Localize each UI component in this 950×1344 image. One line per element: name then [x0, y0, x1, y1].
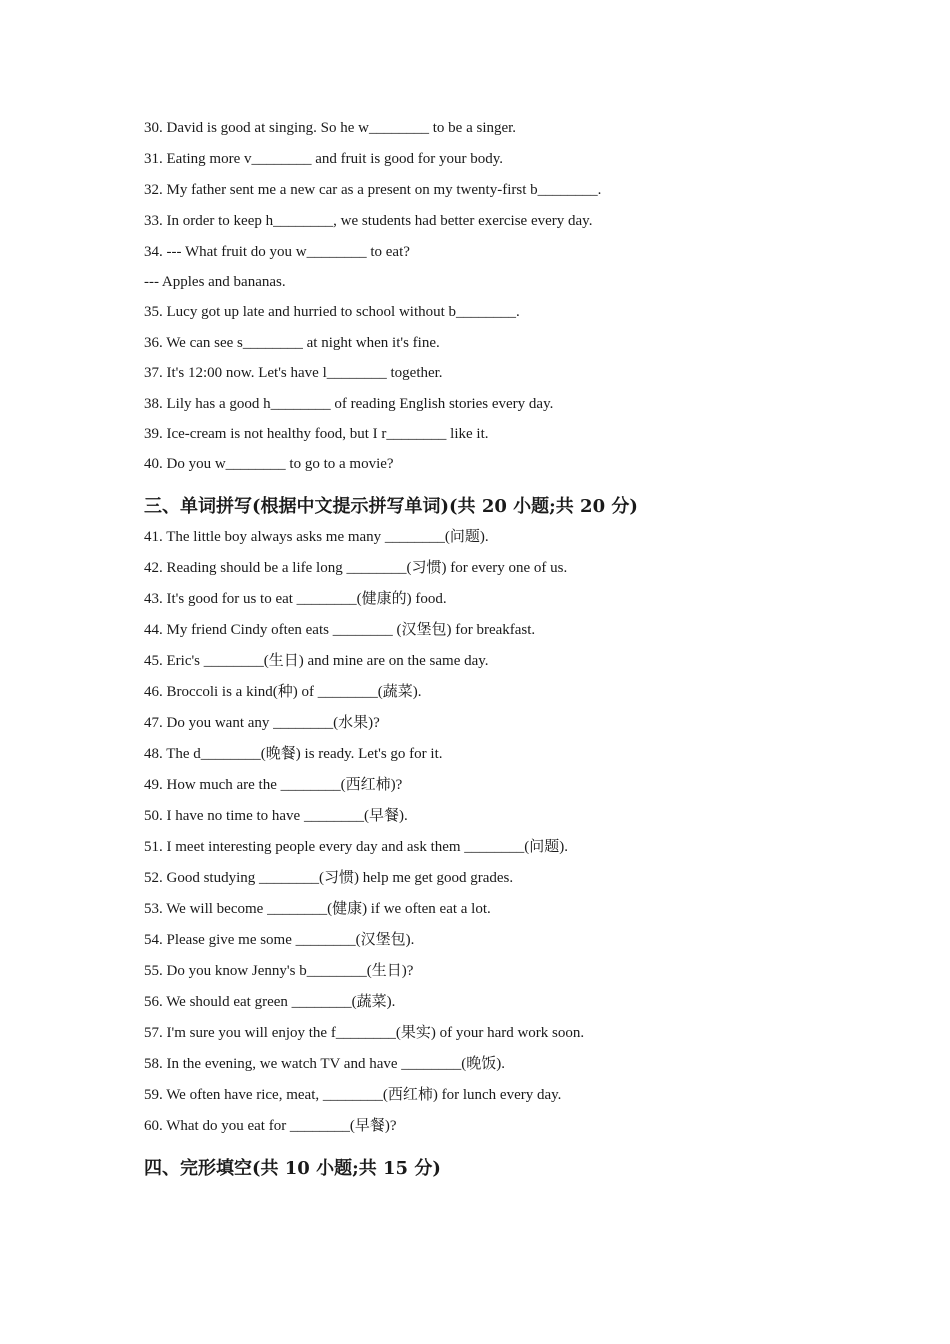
- question-33: 33. In order to keep h________, we students had better exercise every day.: [144, 213, 593, 229]
- section3-title: 三、单词拼写(根据中文提示拼写单词)(共 20 小题;共 20 分): [144, 496, 638, 517]
- question-41: 41. The little boy always asks me many ________(问题).: [144, 529, 489, 545]
- question-39: 39. Ice-cream is not healthy food, but I r________ like it.: [144, 426, 489, 442]
- question-52: 52. Good studying ________(习惯) help me get good grades.: [144, 870, 514, 886]
- question-58: 58. In the evening, we watch TV and have ________(晚饭).: [144, 1056, 506, 1072]
- question-48: 48. The d________(晚餐) is ready. Let's go for it.: [144, 746, 443, 762]
- section4-title: 四、完形填空(共 10 小题;共 15 分): [144, 1158, 441, 1179]
- question-42: 42. Reading should be a life long ________(习惯) for every one of us.: [144, 560, 568, 576]
- section3-list: [144, 527, 844, 1136]
- question-47: 47. Do you want any ________(水果)?: [144, 715, 380, 731]
- question-50: 50. I have no time to have ________(早餐).: [144, 808, 408, 824]
- question-51: 51. I meet interesting people every day and ask them ________(问题).: [144, 839, 569, 855]
- question-31: 31. Eating more v________ and fruit is good for your body.: [144, 151, 503, 167]
- question-35: 35. Lucy got up late and hurried to school without b________.: [144, 304, 520, 320]
- question-54: 54. Please give me some ________(汉堡包).: [144, 932, 415, 948]
- question-44: 44. My friend Cindy often eats ________ (汉堡包) for breakfast.: [144, 622, 536, 638]
- question-34: 34. --- What fruit do you w________ to eat?: [144, 244, 410, 260]
- question-37: 37. It's 12:00 now. Let's have l________ together.: [144, 365, 443, 381]
- question-55: 55. Do you know Jenny's b________(生日)?: [144, 963, 414, 979]
- question-53: 53. We will become ________(健康) if we often eat a lot.: [144, 901, 491, 917]
- question-40: 40. Do you w________ to go to a movie?: [144, 456, 394, 472]
- question-34-answer: --- Apples and bananas.: [144, 274, 286, 290]
- question-59: 59. We often have rice, meat, ________(西红柿) for lunch every day.: [144, 1087, 562, 1103]
- section2-list: [144, 118, 844, 474]
- question-60: 60. What do you eat for ________(早餐)?: [144, 1118, 397, 1134]
- question-32: 32. My father sent me a new car as a present on my twenty-first b________.: [144, 182, 602, 198]
- question-57: 57. I'm sure you will enjoy the f________(果实) of your hard work soon.: [144, 1025, 585, 1041]
- question-56: 56. We should eat green ________(蔬菜).: [144, 994, 396, 1010]
- question-43: 43. It's good for us to eat ________(健康的) food.: [144, 591, 447, 607]
- question-46: 46. Broccoli is a kind(种) of ________(蔬菜).: [144, 684, 422, 700]
- question-36: 36. We can see s________ at night when it's fine.: [144, 335, 440, 351]
- question-30: 30. David is good at singing. So he w________ to be a singer.: [144, 120, 517, 136]
- question-49: 49. How much are the ________(西红柿)?: [144, 777, 403, 793]
- question-45: 45. Eric's ________(生日) and mine are on the same day.: [144, 653, 489, 669]
- worksheet-page: [144, 116, 844, 1181]
- question-38: 38. Lily has a good h________ of reading English stories every day.: [144, 396, 554, 412]
